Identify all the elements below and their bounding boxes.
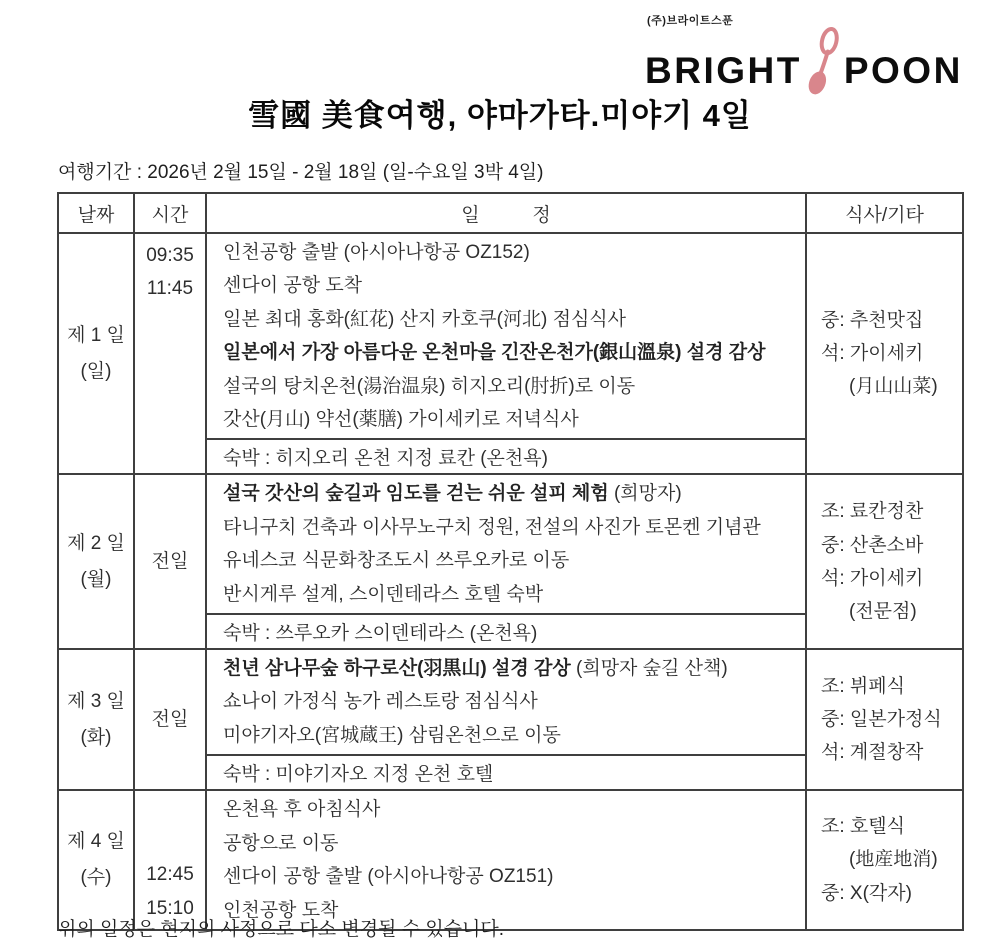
itinerary-line-text: 타니구치 건축과 이사무노구치 정원, 전설의 사진가 토몬켄 기념관 (223, 516, 761, 538)
meal-line: 조: 뷔페식 (821, 675, 905, 697)
itinerary-line (223, 477, 801, 510)
meals-cell (806, 474, 963, 649)
brand-text-left: BRIGHT (645, 50, 802, 91)
lodging-cell: 숙박 : 히지오리 온천 지정 료칸 (온천욕) (206, 439, 806, 474)
day-weekday: (수) (80, 867, 112, 889)
itinerary-line-text: (희망자 숲길 산책) (570, 658, 728, 680)
day-label: 제 4 일 (67, 831, 125, 853)
meal-line: 석: 가이세키 (821, 343, 924, 365)
meal-line: 중: 산촌소바 (821, 534, 924, 556)
meal-line: 조: 료칸정찬 (821, 501, 924, 523)
itinerary-cell (206, 649, 806, 755)
itinerary-table (57, 192, 964, 931)
lodging-cell: 숙박 : 쓰루오카 스이덴테라스 (온천욕) (206, 614, 806, 649)
header-schedule: 일 정 (206, 193, 806, 233)
day-main-row (58, 790, 963, 930)
day-main-row (58, 233, 963, 439)
itinerary-line-text: 설국의 탕치온천(湯治温泉) 히지오리(肘折)로 이동 (223, 375, 636, 397)
itinerary-cell (206, 474, 806, 614)
itinerary-line (223, 303, 801, 336)
page-title: 雪國 美食여행, 야마가타.미야기 4일 (248, 98, 752, 133)
itinerary-line (223, 544, 801, 577)
itinerary-line (223, 719, 801, 752)
meal-line: (전문점) (849, 600, 917, 622)
time-value: 전일 (151, 708, 189, 730)
itinerary-line-text: 유네스코 식문화창조도시 쓰루오카로 이동 (223, 550, 570, 572)
travel-period: 여행기간 : 2026년 2월 15일 - 2월 18일 (일-수요일 3박 4일) (58, 162, 544, 183)
itinerary-line (223, 827, 801, 860)
itinerary-line-text: 반시게루 설계, 스이덴테라스 호텔 숙박 (223, 583, 544, 605)
meals-cell (806, 649, 963, 790)
itinerary-line (223, 685, 801, 718)
itinerary-line-bold: 설국 갓산의 숲길과 임도를 걷는 쉬운 설피 체험 (223, 483, 609, 505)
meal-line: 조: 호텔식 (821, 816, 905, 838)
day-date-cell (58, 649, 134, 790)
itinerary-line-text: 갓산(月山) 약선(薬膳) 가이세키로 저녁식사 (223, 409, 579, 431)
day-weekday: (월) (80, 568, 112, 590)
day-time-cell (134, 649, 206, 790)
itinerary-line (223, 403, 801, 436)
header-date: 날짜 (58, 193, 134, 233)
itinerary-line-text: 미야기자오(宮城蔵王) 삼림온천으로 이동 (223, 724, 561, 746)
itinerary-line-text: 일본 최대 홍화(紅花) 산지 카호쿠(河北) 점심식사 (223, 308, 627, 330)
day-time-cell (134, 474, 206, 649)
itinerary-line-text: 인천공항 도착 (223, 899, 339, 921)
meal-line: (月山山菜) (849, 376, 938, 398)
time-value: 12:45 (146, 864, 194, 886)
time-value: 11:45 (146, 278, 194, 300)
time-value: 15:10 (146, 897, 194, 919)
meal-line: (地産地消) (849, 849, 938, 871)
itinerary-line (223, 336, 801, 369)
brand-wordmark (645, 28, 963, 92)
footer-note: 위의 일정은 현지의 사정으로 다소 변경될 수 있습니다. (58, 919, 505, 940)
spoon-icon (805, 26, 843, 98)
meal-line: 중: 일본가정식 (821, 709, 942, 731)
itinerary-line (223, 860, 801, 893)
itinerary-line-text: (희망자) (608, 483, 682, 505)
header-time: 시간 (134, 193, 206, 233)
itinerary-line (223, 652, 801, 685)
day-label: 제 2 일 (67, 532, 125, 554)
meal-line: 중: 추천맛집 (821, 309, 924, 331)
itinerary-table-body (58, 193, 963, 930)
day-date-cell (58, 474, 134, 649)
itinerary-line (223, 511, 801, 544)
itinerary-line-bold: 천년 삼나무숲 하구로산(羽黒山) 설경 감상 (223, 658, 571, 680)
table-header-row (58, 193, 963, 233)
company-name: (주)브라이트스푼 (647, 15, 734, 27)
itinerary-line (223, 793, 801, 826)
brand-text-right: POON (843, 50, 963, 91)
itinerary-line-bold: 일본에서 가장 아름다운 온천마을 긴잔온천가(銀山溫泉) 설경 감상 (223, 342, 766, 364)
itinerary-line-text: 센다이 공항 도착 (223, 275, 363, 297)
meal-line: 석: 계절창작 (821, 742, 924, 764)
brand-logo (645, 12, 963, 92)
meal-line: 석: 가이세키 (821, 567, 924, 589)
day-label: 제 3 일 (67, 690, 125, 712)
itinerary-cell (206, 233, 806, 439)
day-time-cell (134, 233, 206, 474)
day-label: 제 1 일 (67, 324, 125, 346)
itinerary-line (223, 269, 801, 302)
day-main-row (58, 649, 963, 755)
meals-cell (806, 790, 963, 930)
header-meals: 식사/기타 (806, 193, 963, 233)
itinerary-line-text: 센다이 공항 출발 (아시아나항공 OZ151) (223, 866, 554, 888)
time-value: 09:35 (146, 245, 194, 266)
meal-line: 중: X(각자) (821, 882, 912, 904)
itinerary-line (223, 370, 801, 403)
lodging-cell: 숙박 : 미야기자오 지정 온천 호텔 (206, 755, 806, 790)
itinerary-line-text: 인천공항 출발 (아시아나항공 OZ152) (223, 242, 530, 263)
itinerary-line-text: 온천욕 후 아침식사 (223, 799, 381, 821)
itinerary-line (223, 236, 801, 269)
itinerary-cell (206, 790, 806, 930)
day-date-cell (58, 233, 134, 474)
time-value: 전일 (151, 551, 189, 573)
day-weekday: (화) (80, 726, 112, 748)
day-weekday: (일) (80, 360, 112, 382)
itinerary-line-text: 공항으로 이동 (223, 832, 339, 854)
meals-cell (806, 233, 963, 474)
itinerary-line (223, 578, 801, 611)
day-main-row (58, 474, 963, 614)
day-date-cell (58, 790, 134, 930)
day-time-cell (134, 790, 206, 930)
itinerary-line-text: 쇼나이 가정식 농가 레스토랑 점심식사 (223, 691, 538, 713)
